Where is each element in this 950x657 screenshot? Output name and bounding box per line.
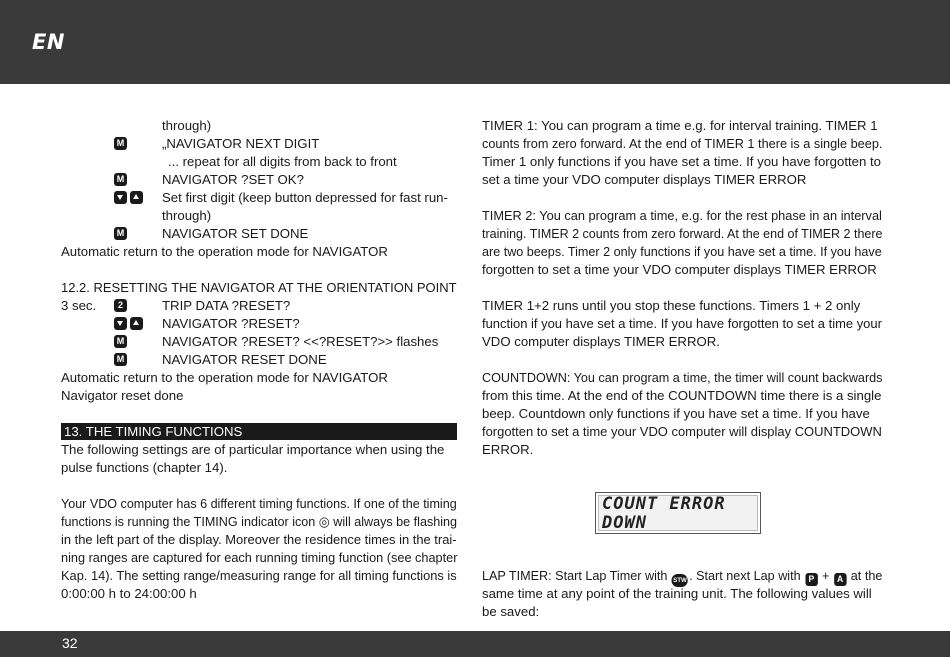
instruction-line: [61, 225, 457, 243]
page-header: [0, 0, 950, 84]
text-line: forgotten to set a time your VDO computer will display COUNTDOWN: [482, 424, 882, 439]
up-arrow-key-icon: [130, 191, 143, 204]
mode-key-icon: M: [114, 353, 127, 366]
text-line: Your VDO computer has 6 different timing functions. If one of the timing: [61, 496, 457, 511]
text-line: VDO computer displays TIMER ERROR.: [482, 334, 720, 349]
instruction-text: TRIP DATA ?RESET?: [162, 298, 291, 313]
section-13-heading: 13. THE TIMING FUNCTIONS: [61, 423, 457, 440]
text-line: training. TIMER 2 counts from zero forward. At the end of TIMER 2 there: [482, 226, 883, 241]
text-line: forgotten to set a time your VDO computer displays TIMER ERROR: [482, 262, 877, 277]
instruction-line: [61, 297, 457, 315]
section-12-2-heading: 12.2. RESETTING THE NAVIGATOR AT THE ORIENTATION POINT: [61, 280, 457, 295]
down-arrow-key-icon: [114, 317, 127, 330]
text-line: TIMER 1: You can program a time e.g. for interval training. TIMER 1: [482, 118, 878, 133]
text-line: beep. Countdown only functions if you have set a time. If you have: [482, 406, 870, 421]
language-label: EN: [32, 30, 65, 54]
instruction-line: [61, 189, 457, 207]
text-line: 0:00:00 h to 24:00:00 h: [61, 586, 197, 601]
instruction-text: ... repeat for all digits from back to front: [168, 154, 397, 169]
instruction-text: NAVIGATOR ?SET OK?: [162, 172, 304, 187]
instruction-list-b: [61, 297, 457, 369]
text-line: set a time your VDO computer displays TIMER ERROR: [482, 172, 807, 187]
hold-duration: 3 sec.: [61, 298, 97, 313]
instruction-line: [61, 171, 457, 189]
timer12-paragraph: [482, 297, 882, 351]
down-arrow-key-icon: [114, 191, 127, 204]
instruction-line: [61, 315, 457, 333]
instruction-line: [61, 117, 457, 135]
lcd-display: [595, 492, 767, 538]
instruction-line: [61, 153, 457, 171]
instruction-text: through): [162, 118, 212, 133]
instruction-text: NAVIGATOR ?RESET?: [162, 316, 300, 331]
text-line: functions is running the TIMING indicator icon ◎ will always be flashing: [61, 514, 458, 529]
timer2-paragraph: [482, 207, 882, 279]
timing-paragraph: [61, 495, 457, 603]
right-column: [482, 117, 882, 459]
intro-paragraph: [61, 441, 457, 477]
instruction-line: [61, 351, 457, 369]
lap-timer-paragraph: LAP TIMER: Start Lap Timer with STW . Start next Lap with P + A at the same time at any point of the training unit. The following values will be saved:: [482, 568, 883, 619]
instruction-text: „NAVIGATOR NEXT DIGIT: [162, 136, 320, 151]
timer1-paragraph: [482, 117, 882, 189]
key-2-icon: 2: [114, 299, 127, 312]
text-line: The following settings are of particular importance when using the: [61, 442, 445, 457]
text-line: are two beeps. Timer 2 only functions if you have set a time. If you have: [482, 244, 882, 259]
mode-key-icon: M: [114, 173, 127, 186]
text-line: COUNTDOWN: You can program a time, the timer will count backwards: [482, 370, 883, 385]
text-line: in the left part of the display. Moreover the residence times in the trai-: [61, 532, 457, 547]
mode-key-icon: M: [114, 227, 127, 240]
page-number: 32: [62, 635, 78, 651]
left-column: [61, 117, 457, 603]
a-key-icon: A: [834, 573, 846, 586]
lcd-row-1: COUNT ERROR: [602, 494, 726, 514]
text-line: ning ranges are captured for each running timing function (see chapter: [61, 550, 458, 565]
auto-return-text: Automatic return to the operation mode for NAVIGATOR: [61, 244, 388, 259]
instruction-line: [61, 207, 457, 225]
mode-key-icon: M: [114, 335, 127, 348]
instruction-text: Set first digit (keep button depressed for fast run-: [162, 190, 448, 205]
lcd-row-2: DOWN: [602, 513, 647, 533]
stw-key-icon: STW: [672, 574, 688, 587]
text-line: TIMER 1+2 runs until you stop these functions. Timers 1 + 2 only: [482, 298, 861, 313]
mode-key-icon: M: [114, 137, 127, 150]
text-line: ERROR.: [482, 442, 534, 457]
page-footer: [0, 631, 950, 657]
instruction-text: NAVIGATOR ?RESET? <<?RESET?>> flashes: [162, 334, 439, 349]
text-line: from this time. At the end of the COUNTDOWN time there is a single: [482, 388, 882, 403]
up-arrow-key-icon: [130, 317, 143, 330]
instruction-list-a: [61, 117, 457, 243]
countdown-paragraph: [482, 369, 882, 459]
text-line: pulse functions (chapter 14).: [61, 460, 228, 475]
text-line: counts from zero forward. At the end of TIMER 1 there is a single beep.: [482, 136, 883, 151]
instruction-line: [61, 333, 457, 351]
p-key-icon: P: [805, 573, 817, 586]
instruction-line: [61, 135, 457, 153]
text-line: TIMER 2: You can program a time, e.g. for the rest phase in an interval: [482, 208, 882, 223]
text-line: Timer 1 only functions if you have set a time. If you have forgotten to: [482, 154, 882, 169]
instruction-text: NAVIGATOR SET DONE: [162, 226, 309, 241]
text-line: Kap. 14). The setting range/measuring range for all timing functions is: [61, 568, 457, 583]
text-line: function if you have set a time. If you have forgotten to set a time your: [482, 316, 882, 331]
auto-return-text-2: Automatic return to the operation mode for NAVIGATOR: [61, 370, 388, 385]
reset-done-text: Navigator reset done: [61, 388, 184, 403]
instruction-text: NAVIGATOR RESET DONE: [162, 352, 327, 367]
instruction-text: through): [162, 208, 212, 223]
